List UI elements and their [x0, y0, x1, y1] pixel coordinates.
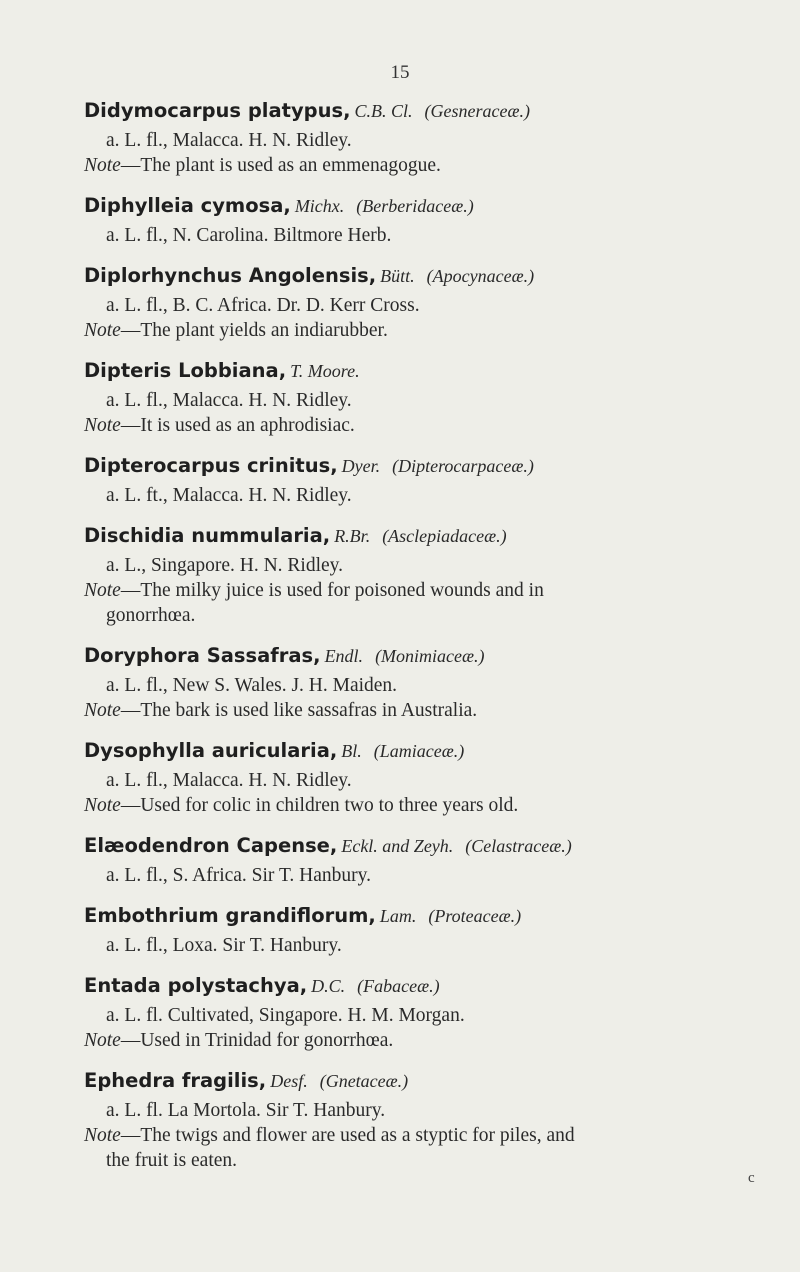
species-authority: R.Br.: [334, 526, 371, 546]
note-continuation: gonorrhœa.: [106, 605, 196, 626]
note-label: Note: [84, 795, 121, 816]
plant-entry: [84, 191, 764, 248]
note-line: [84, 793, 764, 818]
note-text: —The plant is used as an emmenagogue.: [120, 155, 441, 176]
species-name: Dipterocarpus crinitus,: [84, 454, 338, 477]
species-authority: Michx.: [294, 196, 345, 216]
plant-family: (Celastraceæ.): [465, 836, 572, 856]
signature-mark: c: [748, 1170, 755, 1186]
entry-heading: [84, 521, 764, 553]
species-name: Diphylleia cymosa,: [84, 194, 291, 217]
species-authority: Endl.: [324, 646, 364, 666]
species-authority: T. Moore.: [290, 361, 360, 381]
plant-family: (Gesneraceæ.): [424, 101, 531, 121]
note-text: —The milky juice is used for poisoned wounds and in: [120, 580, 544, 601]
note-line: [84, 318, 764, 343]
species-name: Ephedra fragilis,: [84, 1069, 267, 1092]
note-label: Note: [84, 700, 121, 721]
species-authority: Lam.: [379, 906, 417, 926]
species-authority: C.B. Cl.: [354, 101, 413, 121]
note-label: Note: [84, 155, 121, 176]
entry-heading: [84, 356, 764, 388]
plant-entry: [84, 451, 764, 508]
plant-family: (Dipterocarpaceæ.): [392, 456, 534, 476]
species-name: Entada polystachya,: [84, 974, 308, 997]
note-line: [84, 698, 764, 723]
plant-family: (Monimiaceæ.): [375, 646, 485, 666]
species-name: Dysophylla auricularia,: [84, 739, 338, 762]
plant-family: (Proteaceæ.): [428, 906, 522, 926]
entry-heading: [84, 451, 764, 483]
plant-entry: [84, 736, 764, 818]
plant-family: (Fabaceæ.): [357, 976, 440, 996]
note-text: —Used in Trinidad for gonorrhœa.: [120, 1030, 394, 1051]
species-authority: Bl.: [341, 741, 362, 761]
specimen-line: a. L. ft., Malacca. H. N. Ridley.: [106, 485, 352, 506]
note-line: [84, 413, 764, 438]
specimen-line: a. L. fl., Loxa. Sir T. Hanbury.: [106, 935, 342, 956]
specimen-line: a. L. fl., B. C. Africa. Dr. D. Kerr Cross.: [106, 295, 420, 316]
plant-family: (Asclepiadaceæ.): [382, 526, 507, 546]
entry-heading: [84, 901, 764, 933]
note-text: —It is used as an aphrodisiac.: [120, 415, 355, 436]
note-line: [84, 578, 764, 603]
specimen-line: a. L. fl., Malacca. H. N. Ridley.: [106, 130, 352, 151]
plant-entry: [84, 641, 764, 723]
entry-heading: [84, 191, 764, 223]
specimen-line: a. L. fl. Cultivated, Singapore. H. M. Morgan.: [106, 1005, 465, 1026]
note-text: —The plant yields an indiarubber.: [120, 320, 388, 341]
note-line: [84, 1123, 764, 1148]
plant-family: (Apocynaceæ.): [426, 266, 535, 286]
species-name: Elæodendron Capense,: [84, 834, 338, 857]
plant-family: (Berberidaceæ.): [356, 196, 474, 216]
note-text: —The twigs and flower are used as a styptic for piles, and: [120, 1125, 575, 1146]
entry-list: [84, 96, 764, 1186]
plant-entry: [84, 96, 764, 178]
specimen-line: a. L. fl., S. Africa. Sir T. Hanbury.: [106, 865, 372, 886]
entry-heading: [84, 96, 764, 128]
note-label: Note: [84, 415, 121, 436]
species-authority: Dyer.: [341, 456, 381, 476]
plant-entry: [84, 971, 764, 1053]
note-continuation: the fruit is eaten.: [106, 1150, 238, 1171]
species-name: Didymocarpus platypus,: [84, 99, 351, 122]
plant-entry: [84, 1066, 764, 1173]
species-name: Diplorhynchus Angolensis,: [84, 264, 377, 287]
note-label: Note: [84, 1030, 121, 1051]
species-name: Embothrium grandiflorum,: [84, 904, 376, 927]
specimen-line: a. L. fl., Malacca. H. N. Ridley.: [106, 770, 352, 791]
plant-entry: [84, 521, 764, 628]
species-authority: D.C.: [311, 976, 346, 996]
specimen-line: a. L. fl., New S. Wales. J. H. Maiden.: [106, 675, 398, 696]
plant-family: (Gnetaceæ.): [319, 1071, 409, 1091]
plant-entry: [84, 356, 764, 438]
plant-entry: [84, 831, 764, 888]
specimen-line: a. L. fl. La Mortola. Sir T. Hanbury.: [106, 1100, 386, 1121]
entry-heading: [84, 971, 764, 1003]
specimen-line: a. L., Singapore. H. N. Ridley.: [106, 555, 344, 576]
plant-entry: [84, 261, 764, 343]
species-name: Dipteris Lobbiana,: [84, 359, 287, 382]
note-text: —The bark is used like sassafras in Australia.: [120, 700, 478, 721]
specimen-line: a. L. fl., Malacca. H. N. Ridley.: [106, 390, 352, 411]
page-number: 15: [390, 62, 410, 83]
note-line: [84, 153, 764, 178]
note-line: [84, 1028, 764, 1053]
entry-heading: [84, 736, 764, 768]
species-name: Doryphora Sassafras,: [84, 644, 321, 667]
specimen-line: a. L. fl., N. Carolina. Biltmore Herb.: [106, 225, 392, 246]
note-label: Note: [84, 1125, 121, 1146]
note-label: Note: [84, 320, 121, 341]
entry-heading: [84, 641, 764, 673]
entry-heading: [84, 261, 764, 293]
species-authority: Bütt.: [380, 266, 415, 286]
plant-family: (Lamiaceæ.): [373, 741, 465, 761]
species-authority: Eckl. and Zeyh.: [341, 836, 454, 856]
entry-heading: [84, 831, 764, 863]
species-name: Dischidia nummularia,: [84, 524, 331, 547]
plant-entry: [84, 901, 764, 958]
note-label: Note: [84, 580, 121, 601]
species-authority: Desf.: [270, 1071, 308, 1091]
note-text: —Used for colic in children two to three years old.: [120, 795, 519, 816]
entry-heading: [84, 1066, 764, 1098]
